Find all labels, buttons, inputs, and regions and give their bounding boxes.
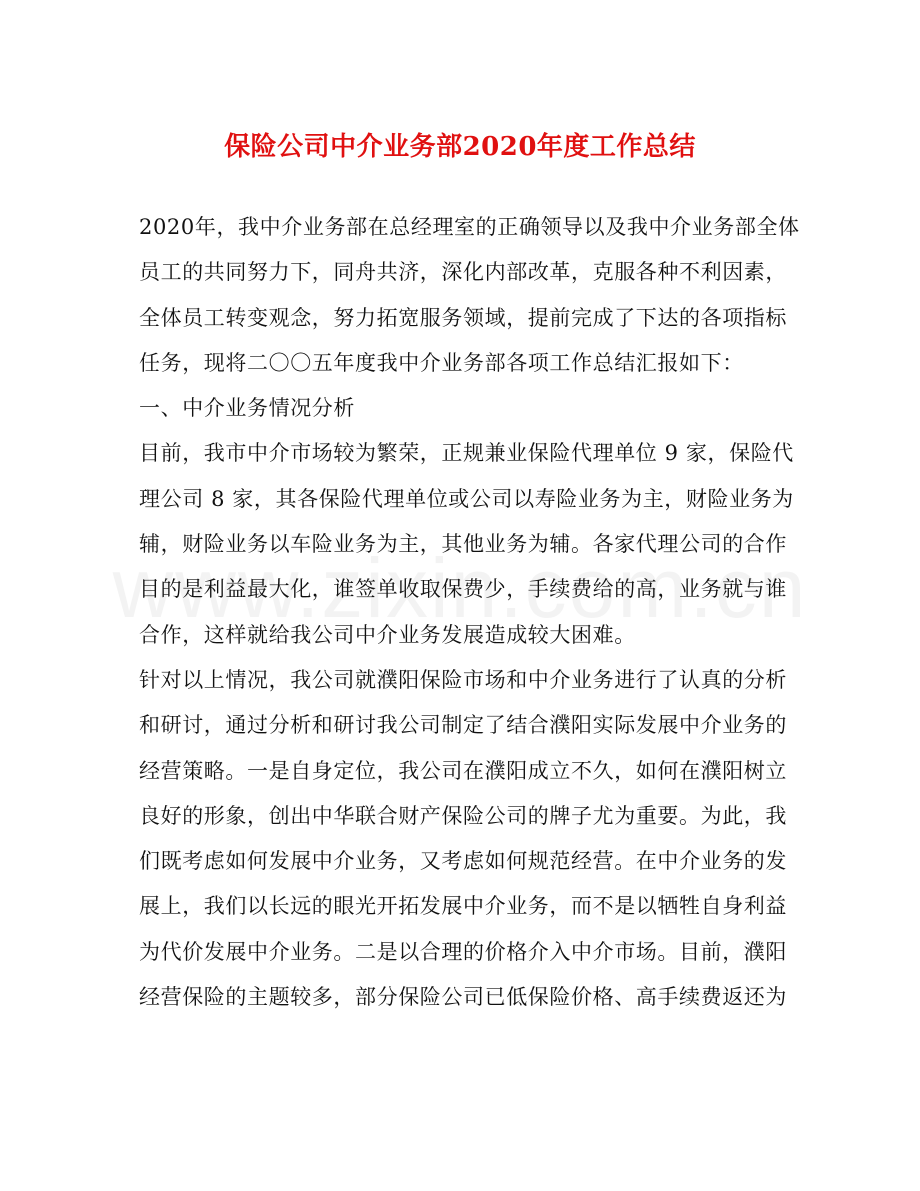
text-line: 员工的共同努力下，同舟共济，深化内部改革，克服各种不利因素， <box>139 260 787 285</box>
text-line: 全体员工转变观念，努力拓宽服务领域，提前完成了下达的各项指标 <box>139 305 787 330</box>
text-line: 辅，财险业务以车险业务为主，其他业务为辅。各家代理公司的合作 <box>139 532 787 557</box>
text-line: 目前，我市中介市场较为繁荣，正规兼业保险代理单位 9 家，保险代 <box>139 441 794 466</box>
text-line: 2020年，我中介业务部在总经理室的正确领导以及我中介业务部全体 <box>139 215 800 239</box>
document-body <box>139 205 800 1020</box>
text-line: 理公司 8 家，其各保险代理单位或公司以寿险业务为主，财险业务为 <box>139 486 794 511</box>
text-line: 任务，现将二〇〇五年度我中介业务部各项工作总结汇报如下： <box>139 350 744 375</box>
text-line: 经营保险的主题较多，部分保险公司已低保险价格、高手续费返还为 <box>139 985 787 1010</box>
text-line: 良好的形象，创出中华联合财产保险公司的牌子尤为重要。为此，我 <box>139 803 787 828</box>
text-line: 经营策略。一是自身定位，我公司在濮阳成立不久，如何在濮阳树立 <box>139 758 787 783</box>
text-line: 合作，这样就给我公司中介业务发展造成较大困难。 <box>139 622 636 647</box>
text-line: 和研讨，通过分析和研讨我公司制定了结合濮阳实际发展中介业务的 <box>139 713 787 738</box>
text-line: 目的是利益最大化，谁签单收取保费少，手续费给的高，业务就与谁 <box>139 577 787 602</box>
section-heading: 一、中介业务情况分析 <box>139 396 355 421</box>
text-line: 针对以上情况，我公司就濮阳保险市场和中介业务进行了认真的分析 <box>139 667 787 692</box>
text-line: 为代价发展中介业务。二是以合理的价格介入中介市场。目前，濮阳 <box>139 939 787 964</box>
document-title: 保险公司中介业务部2020年度工作总结 <box>224 132 696 162</box>
text-line: 展上，我们以长远的眼光开拓发展中介业务，而不是以牺牲自身利益 <box>139 894 787 919</box>
text-line: 们既考虑如何发展中介业务，又考虑如何规范经营。在中介业务的发 <box>139 849 787 874</box>
